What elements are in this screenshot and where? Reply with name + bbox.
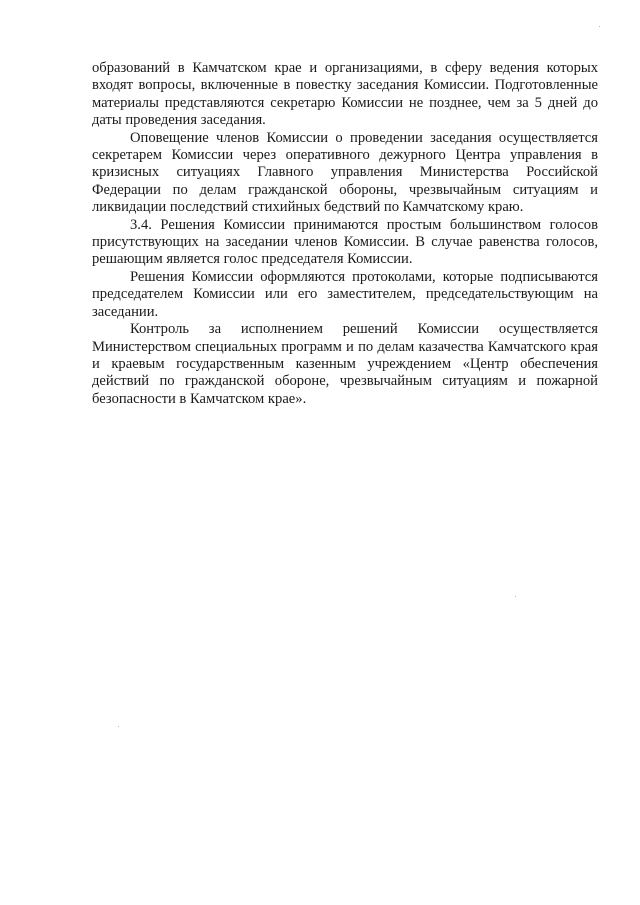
scan-speck: [599, 26, 600, 27]
paragraph-decisions-protocols: Решения Комиссии оформляются протоколами, которые подписываются председателем Комиссии или его заместителем, председательствующим на заседании.: [92, 268, 598, 320]
scan-speck: [515, 596, 516, 597]
document-body: [92, 60, 598, 408]
paragraph-control: Контроль за исполнением решений Комиссии осуществляется Министерством специальных программ и по делам казачества Камчатского края и краевым государственным казенным учреждением «Центр обеспечения действий по гражданской обороне, чрезвычайным ситуациям и пожарной безопасности в Камчатском крае».: [92, 321, 598, 407]
scan-speck: [118, 726, 119, 727]
paragraph-decisions-voting: 3.4. Решения Комиссии принимаются простым большинством голосов присутствующих на заседании членов Комиссии. В случае равенства голосов, решающим является голос председателя Комиссии.: [92, 216, 598, 268]
paragraph-preparation-materials: образований в Камчатском крае и организациями, в сферу ведения которых входят вопросы, включенные в повестку заседания Комиссии. Подготовленные материалы представляются секретарю Комиссии не позднее, чем за 5 дней до даты проведения заседания.: [92, 60, 598, 129]
paragraph-notification: Оповещение членов Комиссии о проведении заседания осуществляется секретарем Комиссии через оперативного дежурного Центра управления в кризисных ситуациях Главного управления Министерства Российской Федерации по делам гражданской обороны, чрезвычайным ситуациям и ликвидации последствий стихийных бедствий по Камчатскому краю.: [92, 129, 598, 216]
